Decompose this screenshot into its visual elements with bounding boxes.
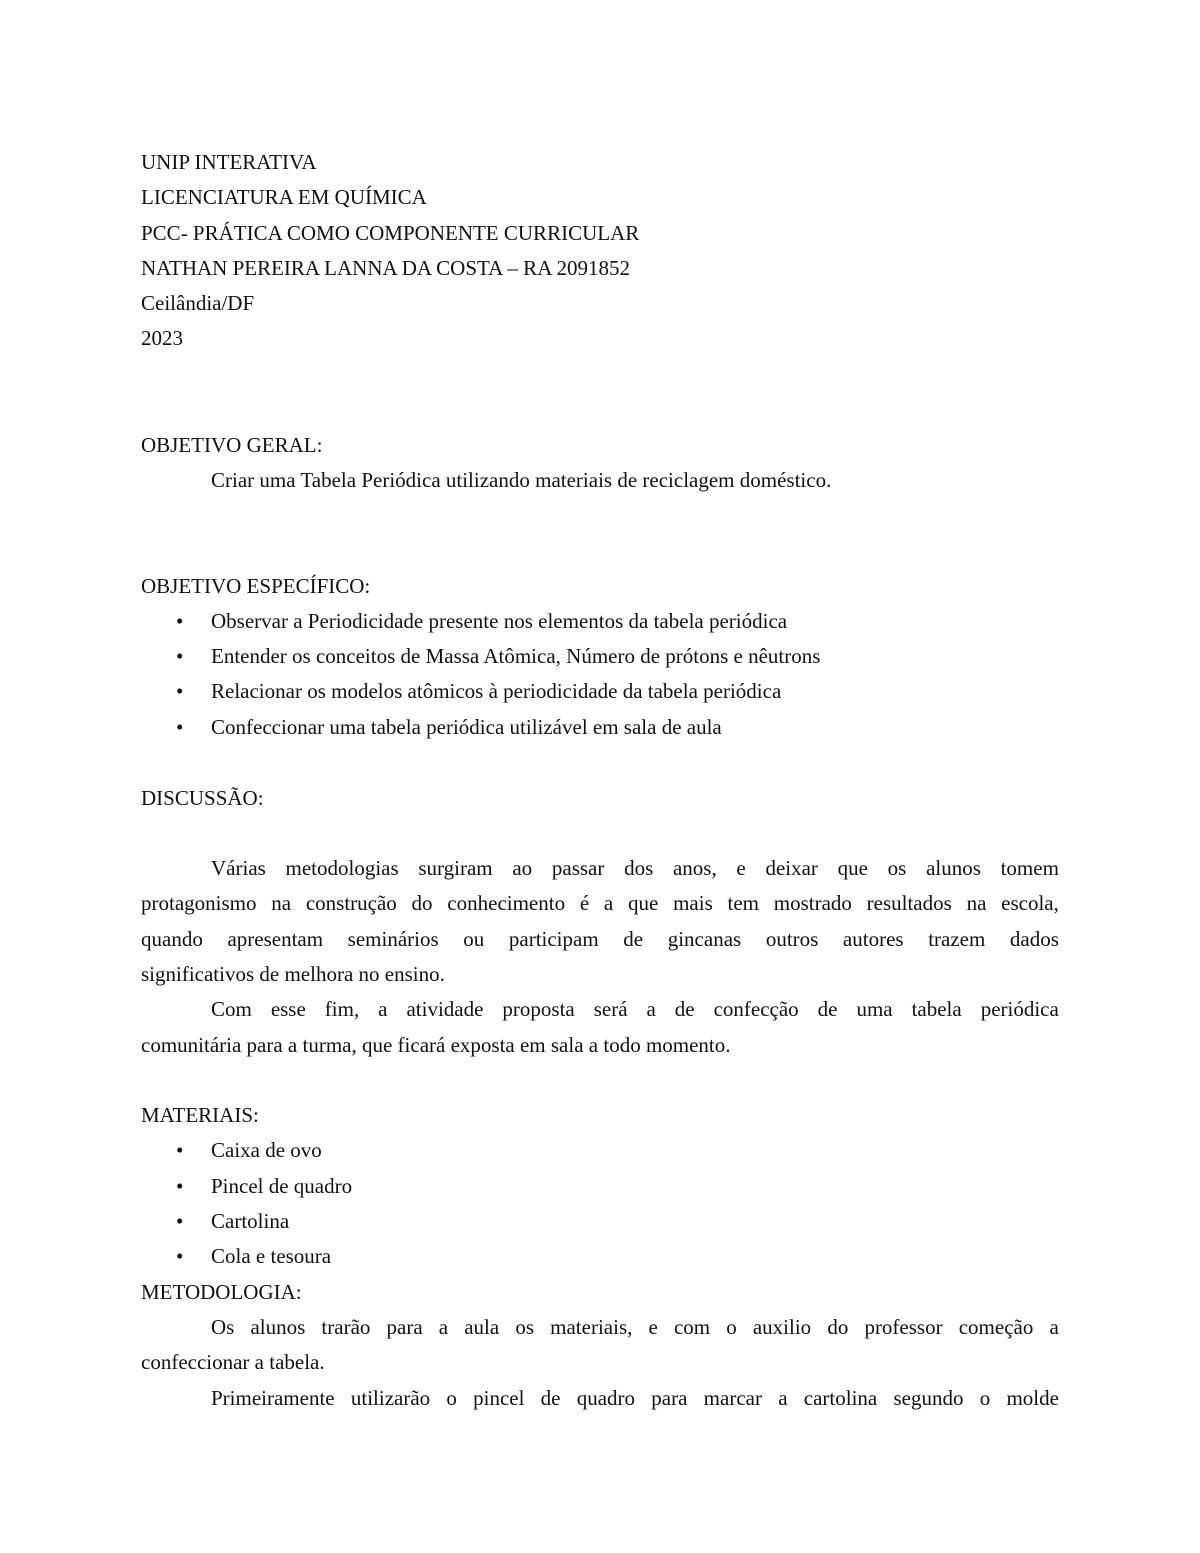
bullet-icon: • xyxy=(176,679,184,703)
bullet-icon: • xyxy=(176,1174,184,1198)
discussao-heading: DISCUSSÃO: xyxy=(141,786,264,810)
bullet-icon: • xyxy=(176,1138,184,1162)
discussao-p1-line-3: quando apresentam seminários ou participam de gincanas outros autores trazem dados xyxy=(141,927,1059,951)
objetivo-geral-heading: OBJETIVO GERAL: xyxy=(141,433,323,457)
materiais-heading: MATERIAIS: xyxy=(141,1103,259,1127)
discussao-p1-line-4: significativos de melhora no ensino. xyxy=(141,962,445,986)
metodologia-p1-line-2: confeccionar a tabela. xyxy=(141,1350,325,1374)
bullet-icon: • xyxy=(176,609,184,633)
discussao-p1-line-2: protagonismo na construção do conhecimento é a que mais tem mostrado resultados na escola, xyxy=(141,891,1059,915)
list-item-text: Pincel de quadro xyxy=(211,1174,353,1198)
document-page xyxy=(141,0,1059,1553)
author-line: NATHAN PEREIRA LANNA DA COSTA – RA 2091852 xyxy=(141,256,630,280)
bullet-icon: • xyxy=(176,715,184,739)
list-item-text: Observar a Periodicidade presente nos elementos da tabela periódica xyxy=(211,609,788,633)
list-item-text: Caixa de ovo xyxy=(211,1138,322,1162)
bullet-icon: • xyxy=(176,1209,184,1233)
discussao-p2-line-1: Com esse fim, a atividade proposta será a de confecção de uma tabela periódica xyxy=(211,997,1059,1021)
location-line: Ceilândia/DF xyxy=(141,291,255,315)
metodologia-p1-line-1: Os alunos trarão para a aula os materiais, e com o auxilio do professor começão a xyxy=(211,1315,1059,1339)
list-item-text: Cola e tesoura xyxy=(211,1244,332,1268)
objetivo-especifico-heading: OBJETIVO ESPECÍFICO: xyxy=(141,574,371,598)
list-item-text: Entender os conceitos de Massa Atômica, Número de prótons e nêutrons xyxy=(211,644,821,668)
metodologia-p2-line-1: Primeiramente utilizarão o pincel de quadro para marcar a cartolina segundo o molde xyxy=(211,1386,1059,1410)
subject-line: PCC- PRÁTICA COMO COMPONENTE CURRICULAR xyxy=(141,221,640,245)
discussao-p2-line-2: comunitária para a turma, que ficará exposta em sala a todo momento. xyxy=(141,1033,731,1057)
bullet-icon: • xyxy=(176,1244,184,1268)
course-line: LICENCIATURA EM QUÍMICA xyxy=(141,185,427,209)
list-item-text: Cartolina xyxy=(211,1209,290,1233)
metodologia-heading: METODOLOGIA: xyxy=(141,1280,302,1304)
objetivo-geral-text: Criar uma Tabela Periódica utilizando materiais de reciclagem doméstico. xyxy=(211,468,832,492)
year-line: 2023 xyxy=(141,326,183,350)
list-item-text: Relacionar os modelos atômicos à periodicidade da tabela periódica xyxy=(211,679,782,703)
list-item-text: Confeccionar uma tabela periódica utilizável em sala de aula xyxy=(211,715,722,739)
discussao-p1-line-1: Várias metodologias surgiram ao passar dos anos, e deixar que os alunos tomem xyxy=(211,856,1059,880)
institution-line: UNIP INTERATIVA xyxy=(141,150,317,174)
bullet-icon: • xyxy=(176,644,184,668)
